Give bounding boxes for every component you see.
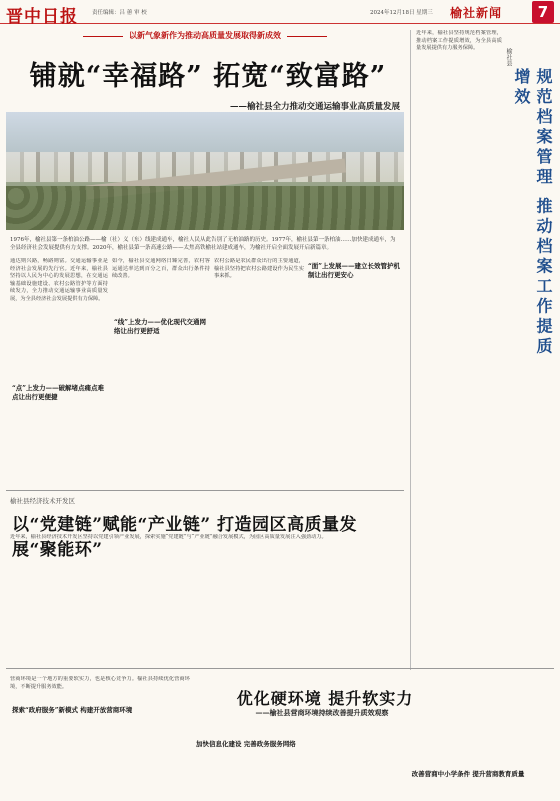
lead-section-head-2: “线”上发力——优化现代交通网络让出行更舒适	[114, 318, 206, 335]
issue-date: 2024年12月18日 星期三	[370, 10, 433, 16]
photo-caption: 1976年，榆社县第一条柏油公路——榆（社）义（东）线建成通车，榆社人民从此告别了无柏油路的历史。1977年，榆社县第一条柏油……加快建成通车，为全县经济社会发展提供有力支撑。2020年，榆社县第一条高速公路——太焦高铁榆社站建成通车，为榆社开启全面发展开启新篇章。	[10, 237, 396, 251]
lead-section-head-1: “点”上发力——破解堵点痛点难点让出行更便捷	[12, 384, 104, 401]
editor-meta: 责任编辑：吕 蕙 审 校	[92, 10, 147, 16]
third-subheadline: ——榆社县营商环境持续改善提升质效观察	[255, 708, 389, 717]
second-kicker: 榆社县经济技术开发区	[10, 497, 75, 505]
third-headline: 优化硬环境 提升软实力	[236, 689, 414, 708]
column-divider	[410, 30, 411, 670]
lead-kicker: 以新气象新作为推动高质量发展取得新成效	[6, 30, 404, 44]
section-title: 榆社新闻	[450, 6, 503, 20]
second-body: 近年来，榆社县经济技术开发区坚持以党建引领产业发展，探索实施“党建链”与“产业链”融合发展模式，为园区高质量发展注入强劲动力。	[10, 534, 327, 540]
third-body-col-1: 营商环境是一个地方的重要软实力，也是核心竞争力。榆社县持续优化营商环境，不断提升服务效能。	[10, 676, 190, 690]
lead-headline: 铺就“幸福路” 拓宽“致富路”	[29, 61, 387, 92]
lead-subheadline: ——榆社县全力推动交通运输事业高质量发展	[229, 102, 400, 112]
sidebar-label: 榆社县	[505, 48, 512, 66]
masthead	[0, 0, 560, 27]
lead-section-head-3: “面”上发展——建立长效管护机制让出行更安心	[308, 262, 400, 279]
story-divider	[6, 668, 554, 669]
third-section-head-3: 改善营商中小学条件 提升营商教育质量	[411, 770, 525, 778]
sidebar-title: 规范档案管理 推动档案工作提质增效	[512, 68, 553, 358]
second-headline: 以“党建链”赋能“产业链” 打造园区高质量发展“聚能环”	[12, 515, 358, 560]
lead-body-col-1: 通达则兴路，畅路则富。交通运输事业是经济社会发展的先行官。近年来，榆社县坚持以人民为中心的发展思想，在交通运输基础设施建设、农村公路管护等方面持续发力，全力推动交通运输事业高质量发展，为全县经济社会发展提供有力保障。	[10, 258, 108, 302]
third-section-head-2: 加快信息化建设 完善政务服务网络	[196, 740, 296, 748]
story-divider	[6, 490, 404, 491]
lead-photo	[6, 112, 404, 230]
third-section-head-1: 探索“政府服务”新模式 构建开放营商环境	[12, 706, 133, 714]
newspaper-logo: 晋中日报	[6, 7, 78, 27]
page-number: 7	[532, 1, 554, 23]
lead-body-col-3: 农村公路是农民群众出行的主要通道，榆社县坚持把农村公路建设作为民生实事来抓。	[214, 258, 304, 280]
lead-body-col-2: 如今，榆社县交通网络日臻完善，农村客运通达率达到百分之百，群众出行条件持续改善。	[112, 258, 210, 280]
sidebar-body: 近年来，榆社县坚持规范档案管理，推动档案工作提质增效，为全县高质量发展提供有力服务保障。	[416, 30, 502, 52]
